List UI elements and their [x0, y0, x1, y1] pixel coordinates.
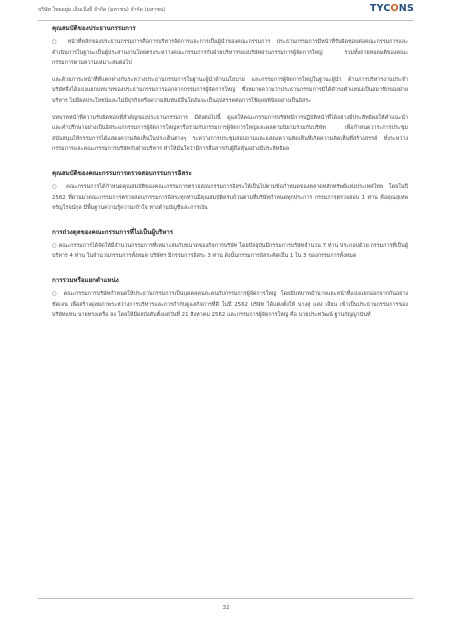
section-heading: คุณสมบัติของประธานกรรมการ [52, 25, 136, 32]
company-logo [370, 3, 414, 14]
paragraph: ○ หน้าที่หลักของประธานกรรมการคือการบริหารจัดการและการเป็นผู้นำของคณะกรรมการ ประธานกรรมการมีหน้าที่รับผิดชอบต่อคณะกรรมการและดำเนินการในฐานะเป็นผู้ประสานงานโดยตรงระหว่างคณะกรรมการกับฝ่ายบริหารของบริษัทผ่านกรรมการผู้จัดการใหญ่ รวมทั้งถ่ายทอดมติของคณะกรรมการตามความเหมาะสมต่อไป [52, 39, 408, 67]
section-heading: คุณสมบัติของคณะกรรมการตรวจสอบกรรมการอิสระ [52, 169, 192, 177]
paragraph: บทบาทหน้าที่ความรับผิดชอบที่สำคัญของประธานกรรมการ มีดังต่อไปนี้ ดูแลให้คณะกรรมการบริษัทมีการปฏิบัติหน้าที่ได้อย่างมีประสิทธิผลให้คำแนะนำและคำปรึกษาอย่างเป็นอิสระแก่กรรมการผู้จัดการใหญ่หารือร่วมกับกรรมการผู้จัดการใหญ่และผลตามนิยามร่วมกับบริษัท เพื่อกำหนดวาระการประชุม สนับสนุนให้กรรมการได้แสดงความคิดเห็นในประเด็นต่างๆ ระหว่างการประชุมสอบถามและแสดงความคิดเห็นที่เกิดความคิดเห็นที่สร้างสรรค์ ทั้งระหว่างกรรมการและคณะกรรมการบริษัทกับฝ่ายบริหาร ทำให้มั่นใจว่ามีการสื่อสารกับผู้ถือหุ้นอย่างมีประสิทธิผล [52, 114, 408, 153]
paragraph: ○ คณะกรรมการได้กำหนดคุณสมบัติของคณะกรรมการตรวจสอบกรรมการอิสระให้เป็นไปตามข้อกำหนดของตลาดหลักทรัพย์แห่งประเทศไทย โดยในปี 2562 ที่ผ่านมาคณะกรรมการตรวจสอบ/กรรมการอิสระทุกท่านมีคุณสมบัติครบถ้วนตามที่บริษัทกำหนดทุกประการ กรรมการตรวจสอบ 1 ท่าน คือคุณสุเทพ จรัญโรจน์กุล มีพื้นฐานความรู้ความเข้าใจ ทางด้านบัญชีและการเงิน [52, 183, 408, 212]
logo-text-o: O [390, 3, 399, 14]
company-name: บริษัท ไทยอยู่ม เอ็นเนิ่งยี่ จำกัด (มหาชน) จำกัด (มหาชน) [38, 7, 166, 13]
page-number: 32 [222, 605, 230, 611]
section-heading: การถ่วงดุลของคณะกรรมการที่ไม่เป็นผู้บริหาร [52, 228, 174, 236]
paragraph: และด้วยภาระหน้าที่ที่แตกต่างกันระหว่างประธานกรรมการในฐานะผู้นำด้านนโยบาย และกรรมการผู้จัดการใหญ่ในฐานะผู้นำ ด้านการบริหารงานประจำ บริษัทจึงได้แบ่งแยกบทบาทของประธานกรรมการออกจากกรรมการผู้จัดการใหญ่ ซึ่งหมายความว่าประธานกรรมการมิได้ดำรงตำแหน่งเป็นสมาชิกของฝ่ายบริหาร ไม่มีผลประโยชน์และไม่มีธุรกิจหรือความสัมพันธ์อื่นใดอันจะเป็นอุปสรรคต่อการใช้ดุลยพินิจอย่างเป็นอิสระ [52, 76, 408, 104]
section-chairman-qualifications [52, 24, 408, 155]
document-body [52, 24, 408, 327]
logo-text-main: TYC [369, 3, 391, 14]
section-position-separation [52, 276, 408, 321]
section-audit-committee-qualifications [52, 169, 408, 214]
page-footer [38, 598, 414, 611]
section-heading: การรวมหรือแยกตำแหน่ง [52, 276, 119, 284]
paragraph: ○ คณะกรรมการได้จัดให้มีจำนวนกรรมการที่เหมาะสมกับขนาดของกิจการบริษัท โดยปัจจุบันมีกรรมการบริษัทจำนวน 7 ท่าน ประกอบด้วย กรรมการที่เป็นผู้บริหาร 4 ท่าน ในจำนวนกรรมการทั้งหมด บริษัทฯ มีกรรมการอิสระ 3 ท่าน ดังนั้นกรรมการอิสระคิดเป็น 1 ใน 3 ของกรรมการทั้งหมด [52, 242, 408, 260]
paragraph: ○ คณะกรรมการบริษัทกำหนดให้ประธานกรรมการเป็นบุคคลคนละคนกับกรรมการผู้จัดการใหญ่ โดยมีบทบาทอำนาจและหน้าที่แบ่งแยกออกจากกันอย่างชัดเจน เพื่อสร้างดุลยภาพระหว่างการบริหารและการกำกับดูแลกิจการที่ดี ในปี 2562 บริษัท ได้แต่งตั้งให้ นางสุ แสง เจียน เข้าเป็นประธานกรรมการของบริษัทแทน นายทรงเครือ ลง โดยให้มีผลบังคับตั้งแต่วันที่ 21 สิงหาคม 2562 และกรรมการผู้จัดการใหญ่ คือ นายประทวัฒน์ ฐานกัญญานันท์ [52, 290, 408, 319]
page-header [38, 0, 414, 21]
logo-text-end: NS [398, 3, 414, 14]
section-non-executive-balance [52, 228, 408, 262]
